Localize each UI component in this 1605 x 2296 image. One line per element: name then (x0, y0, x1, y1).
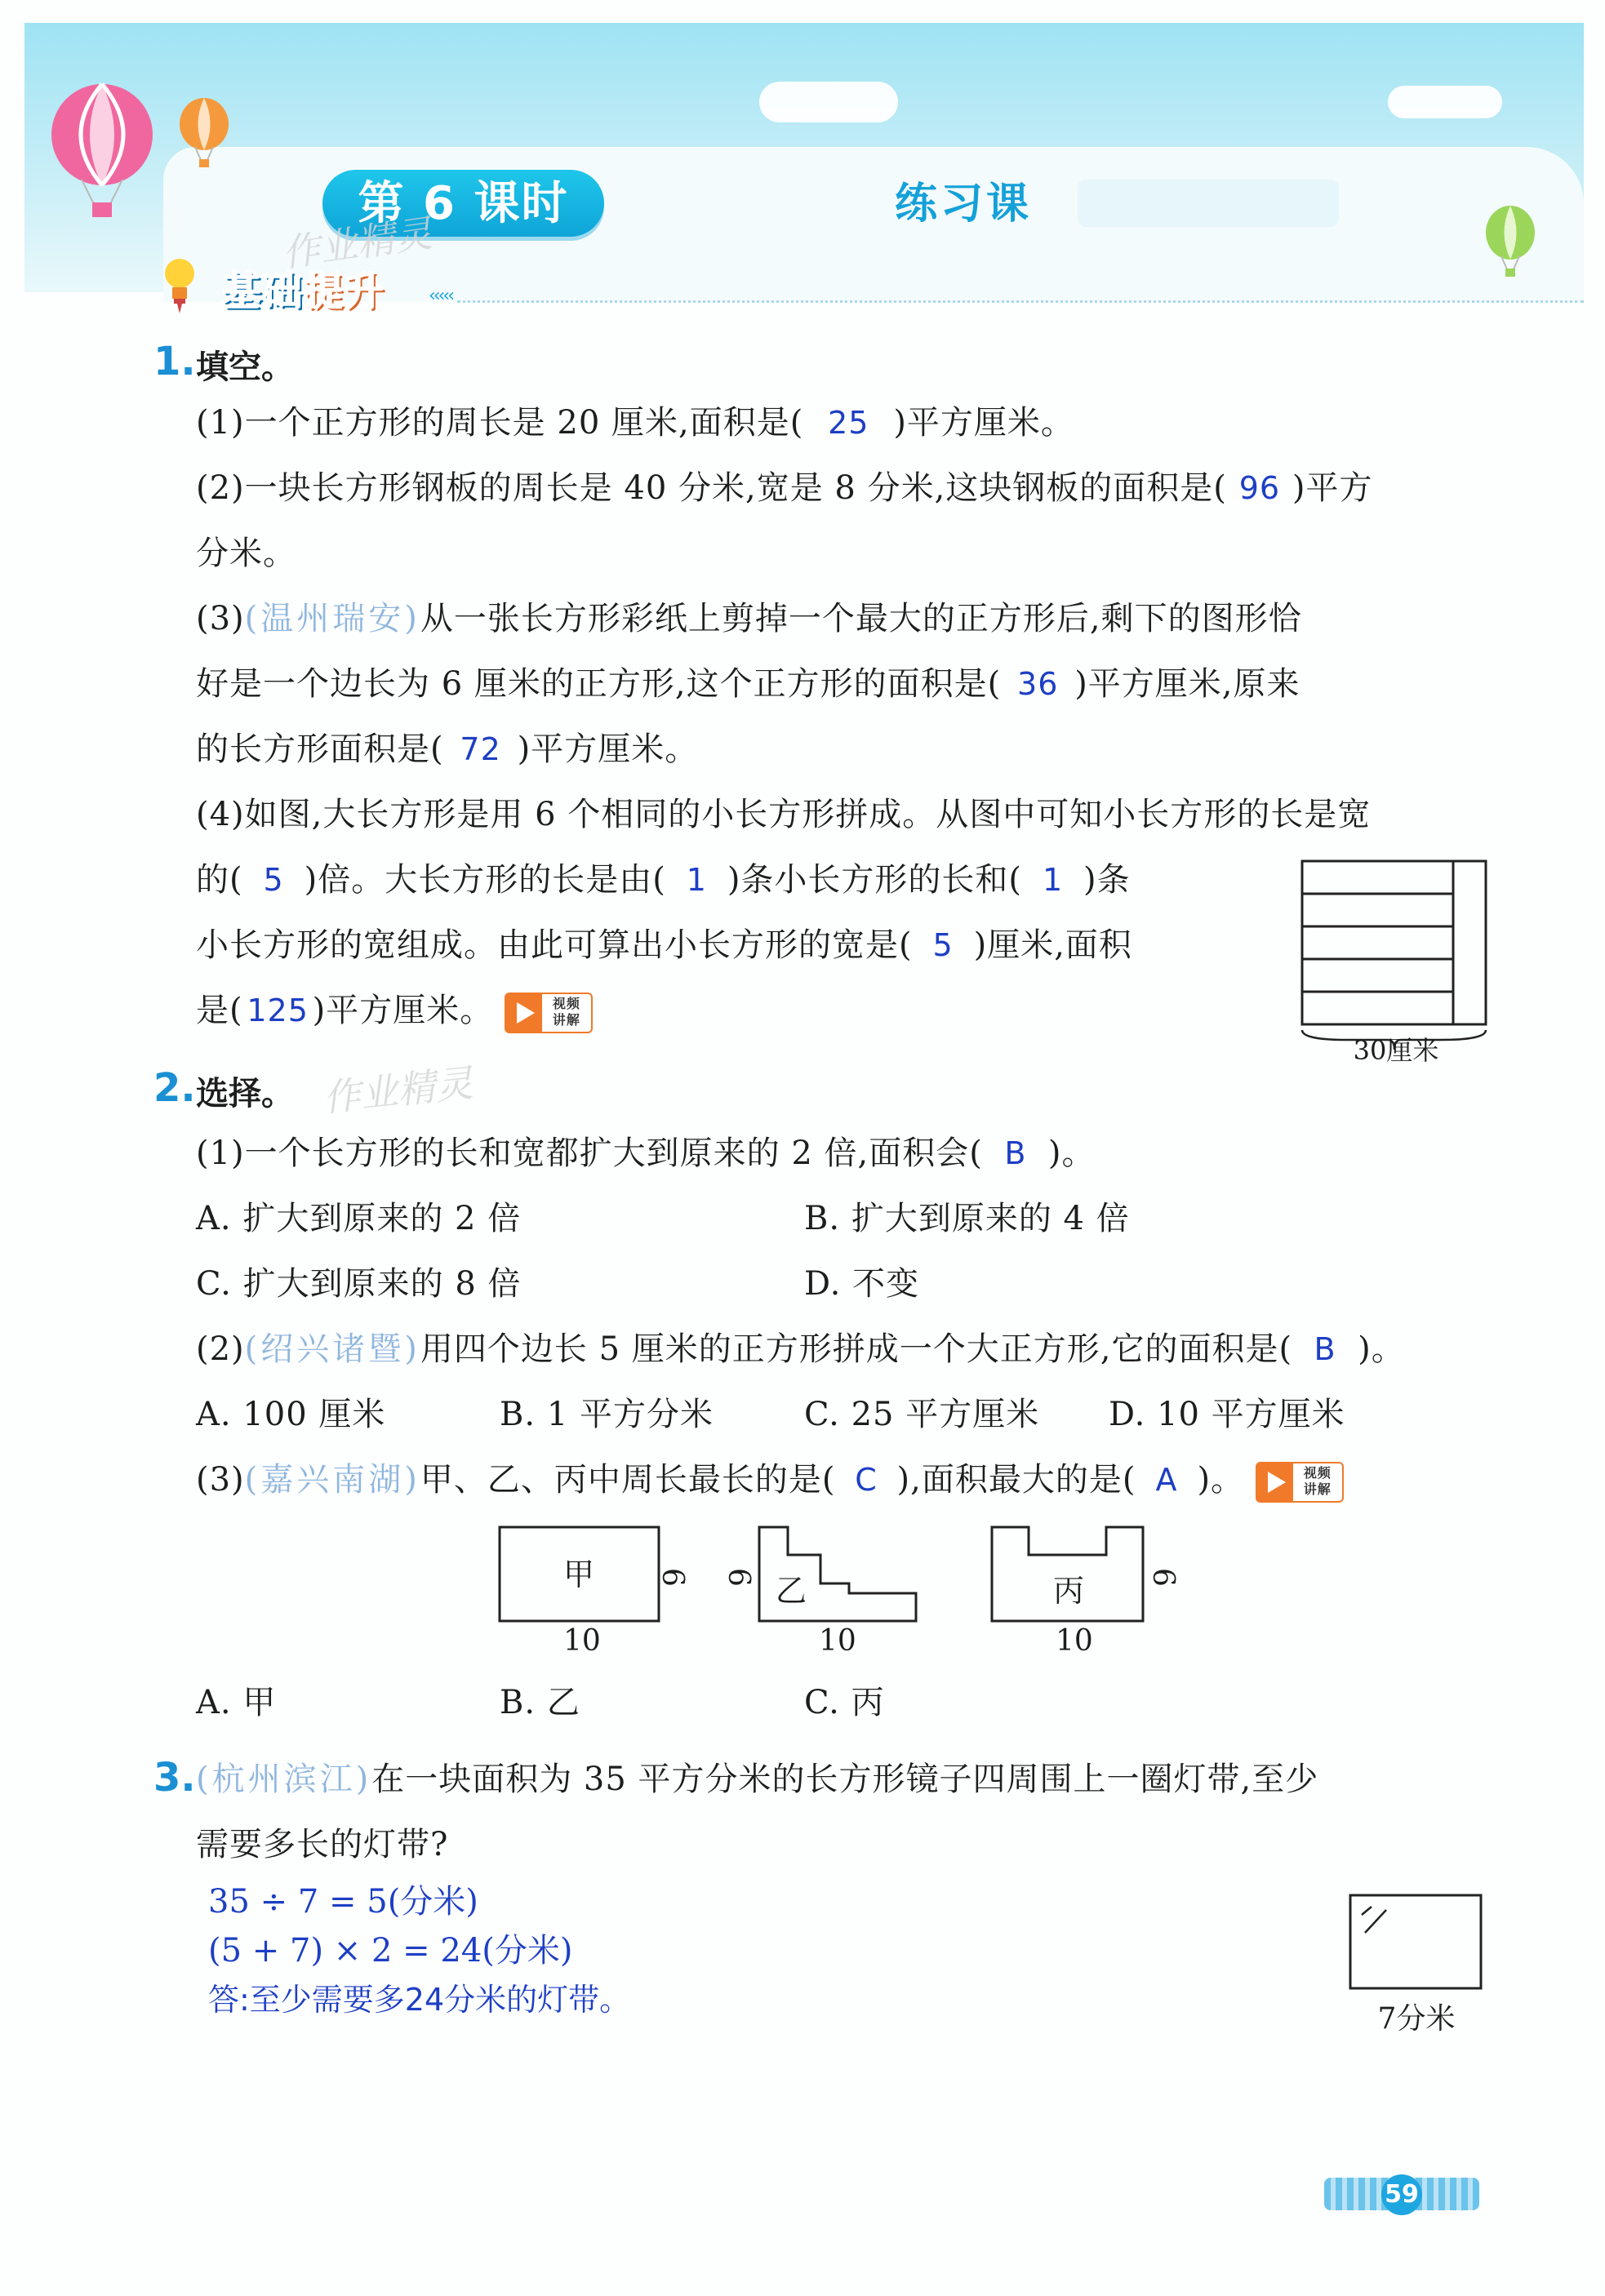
shape-yi-label: 乙 (776, 1573, 807, 1609)
lightbulb-icon (159, 253, 200, 317)
answer-sentence: 答:至少需要多24分米的灯带。 (208, 1982, 631, 2018)
chevrons-icon: ‹‹‹‹‹ (429, 286, 452, 306)
question-number: 3. (153, 1755, 196, 1801)
option-c: C. 扩大到原来的 8 倍 (196, 1265, 522, 1303)
page-number: 59 (1381, 2174, 1422, 2215)
play-icon (1257, 1463, 1293, 1501)
option-d: D. 10 平方厘米 (1109, 1396, 1345, 1433)
answer: B (1314, 1331, 1336, 1367)
question-2-3: (3)(嘉兴南湖)甲、乙、丙中周长最长的是( C ),面积最大的是( A )。 视频 讲解 (196, 1457, 1344, 1503)
lesson-label: 第 6 课时 (358, 177, 569, 230)
question-1-3-line2: 好是一个边长为 6 厘米的正方形,这个正方形的面积是( 36 )平方厘米,原来 (196, 661, 1300, 707)
cloud-decoration (759, 82, 898, 122)
answer: A (1155, 1462, 1178, 1498)
question-2-2: (2)(绍兴诸暨)用四个边长 5 厘米的正方形拼成一个大正方形,它的面积是( B )。 (196, 1326, 1405, 1372)
base-length-label: 10 (819, 1624, 856, 1658)
question-1-1: (1)一个正方形的周长是 20 厘米,面积是( 25 )平方厘米。 (196, 400, 1074, 446)
answer: 1 (1042, 862, 1064, 898)
answer: 25 (828, 405, 869, 441)
source-tag: (温州瑞安) (244, 600, 420, 637)
answer: 36 (1017, 666, 1059, 702)
question-number: 1. (153, 339, 196, 384)
hot-air-balloon-icon (1482, 204, 1539, 282)
source-tag: (杭州滨江) (196, 1761, 372, 1798)
question-3-line2: 需要多长的灯带? (196, 1826, 449, 1863)
hot-air-balloon-icon (45, 82, 159, 220)
watermark: 作业精灵 (320, 1060, 475, 1121)
question-title: 填空。 (196, 349, 294, 386)
question-2-1: (1)一个长方形的长和宽都扩大到原来的 2 倍,面积会( B )。 (196, 1130, 1095, 1176)
side-length-label: 6 (1145, 1568, 1180, 1587)
side-length-label: 6 (721, 1568, 755, 1587)
question-3: (杭州滨江)在一块面积为 35 平方分米的长方形镜子四周围上一圈灯带,至少 (196, 1761, 1319, 1798)
option-d: D. 不变 (804, 1265, 920, 1303)
source-tag: (绍兴诸暨) (244, 1330, 420, 1368)
question-1-2-cont: 分米。 (196, 535, 296, 572)
base-length-label: 10 (1056, 1624, 1093, 1658)
question-1-4-line4: 是( 125 )平方厘米。 视频 讲解 (196, 988, 593, 1033)
answer: 5 (263, 862, 284, 898)
question-1-2: (2)一块长方形钢板的周长是 40 分米,宽是 8 分米,这块钢板的面积是( 96 )平方 (196, 465, 1373, 511)
question-1-3: (3)(温州瑞安)从一张长方形彩纸上剪掉一个最大的正方形后,剩下的图形恰 (196, 600, 1302, 637)
section-heading: 基础提升 (222, 269, 386, 314)
side-length-label: 6 (655, 1568, 689, 1587)
option-b: B. 扩大到原来的 4 倍 (804, 1200, 1130, 1237)
play-icon (506, 994, 542, 1032)
option-a: A. 甲 (196, 1684, 277, 1721)
work-line: (5 + 7) × 2 = 24(分米) (208, 1932, 573, 1970)
question-1-4-line2: 的( 5 )倍。大长方形的长是由( 1 )条小长方形的长和( 1 )条 (196, 857, 1131, 903)
source-tag: (嘉兴南湖) (244, 1461, 420, 1499)
lesson-subtitle: 练习课 (894, 180, 1032, 229)
work-line: 35 ÷ 7 = 5(分米) (208, 1883, 478, 1921)
option-b: B. 1 平方分米 (500, 1396, 714, 1433)
section-divider (457, 300, 1584, 303)
answer: C (855, 1462, 878, 1498)
subtitle-band (1078, 180, 1339, 227)
option-c: C. 丙 (804, 1684, 885, 1721)
hot-air-balloon-icon (176, 96, 233, 170)
answer: 1 (686, 862, 707, 898)
question-1-4: (4)如图,大长方形是用 6 个相同的小长方形拼成。从图中可知小长方形的长是宽 (196, 796, 1372, 833)
answer: 125 (247, 993, 309, 1028)
option-a: A. 100 厘米 (196, 1396, 386, 1433)
figure-label: 30厘米 (1353, 1035, 1439, 1066)
watermark: 作业精灵 (279, 211, 435, 276)
answer: 5 (932, 927, 954, 963)
shape-jia-label: 甲 (563, 1557, 595, 1592)
video-explanation-button[interactable]: 视频 讲解 (505, 993, 593, 1033)
base-length-label: 10 (563, 1624, 601, 1658)
figure-label: 7分米 (1377, 2002, 1456, 2036)
question-1-3-line3: 的长方形面积是( 72 )平方厘米。 (196, 726, 698, 772)
answer: 96 (1238, 470, 1281, 506)
answer: B (1004, 1135, 1027, 1171)
video-explanation-button[interactable]: 视频 讲解 (1256, 1462, 1344, 1503)
cloud-decoration (1388, 86, 1502, 118)
option-c: C. 25 平方厘米 (804, 1396, 1040, 1433)
answer: 72 (460, 731, 501, 767)
option-a: A. 扩大到原来的 2 倍 (196, 1200, 522, 1237)
mirror-figure (1347, 1892, 1486, 1994)
question-title: 选择。 (196, 1075, 294, 1112)
option-b: B. 乙 (500, 1684, 580, 1721)
question-number: 2. (153, 1065, 196, 1111)
shapes-figure (498, 1522, 1314, 1628)
question-1-4-line3: 小长方形的宽组成。由此可算出小长方形的宽是( 5 )厘米,面积 (196, 922, 1132, 968)
shape-bing-label: 丙 (1053, 1573, 1085, 1609)
